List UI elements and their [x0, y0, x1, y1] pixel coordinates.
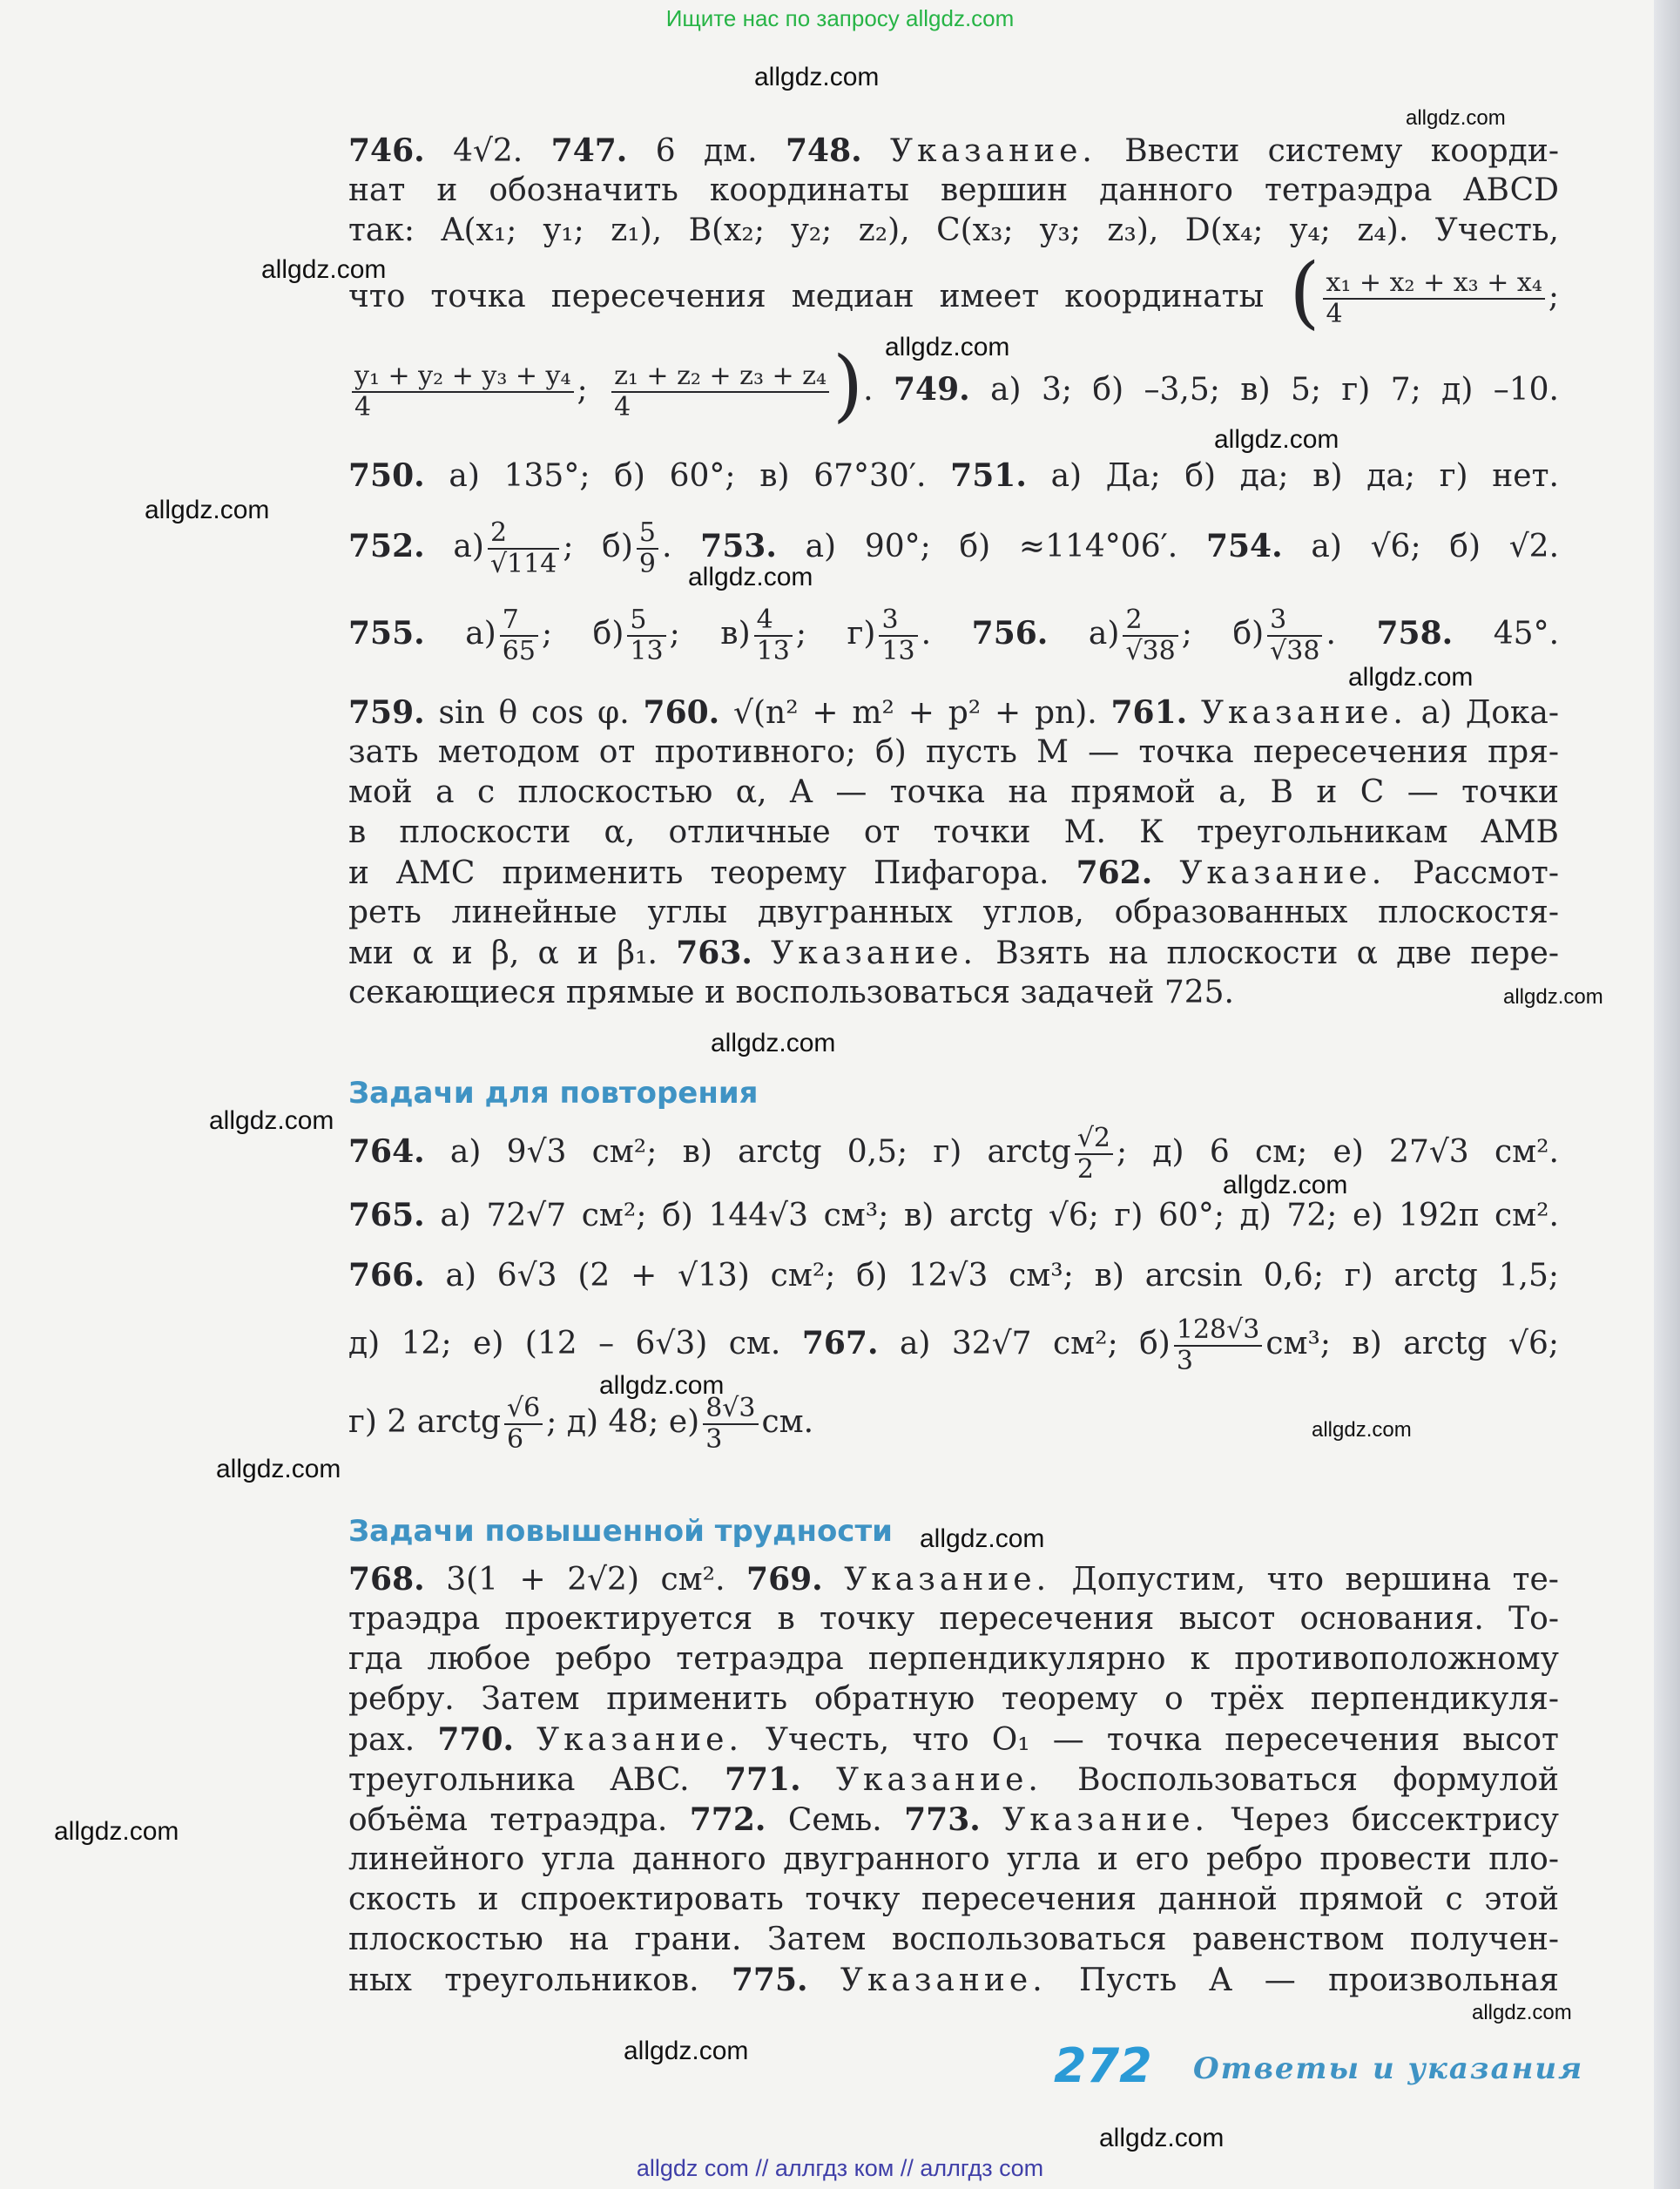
answer-text: а) 72√7 см²; б) 144√3 см³; в) arctg √6; г) 60°; д) 72; е) 192π см². [440, 1198, 1560, 1233]
answer-text: см³; в) arctg √6; [1265, 1326, 1559, 1361]
problem-number: 746. [348, 132, 425, 169]
answer-text: ; д) 48; е) [546, 1404, 700, 1440]
fraction: $\frac{√2}{2}$ [1075, 1124, 1113, 1185]
answer-text: Учесть, что O₁ — точка пересечения высот [766, 1722, 1559, 1758]
answer-text: д) 12; е) (12 – 6√3) см. [348, 1326, 781, 1361]
watermark: allgdz.com [54, 1817, 179, 1846]
line: мой a с плоскостью α, A — точка на прямой a, B и C — точки [348, 774, 1559, 810]
line [348, 1124, 1559, 1185]
problem-number: 758. [1376, 615, 1454, 652]
watermark: allgdz.com [1406, 106, 1506, 130]
line: зать методом от противного; б) пусть M — точка пересечения пря- [348, 734, 1559, 770]
hint-label: Указание. [836, 1762, 1042, 1798]
hint-label: Указание. [771, 936, 977, 971]
answer-text: а) 6√3 (2 + √13) см²; б) 12√3 см³; в) arcsin 0,6; г) arctg 1,5; [445, 1258, 1559, 1294]
line [348, 693, 1559, 733]
hint-label: Указание. [844, 1562, 1051, 1598]
watermark: allgdz.com [1472, 2001, 1572, 2024]
line: 752. а) $\frac{2}{√114}$ ; б) $\frac{5}{9}$ . 753. а) 90°; б) ≈114°06′. 754. а) √6; б) √2. [348, 517, 1560, 579]
problem-number: 773. [904, 1801, 981, 1838]
hint-label: Указание. [1179, 855, 1387, 891]
section-heading: Задачи для повторения [348, 1076, 759, 1111]
answer-text: рах. [348, 1722, 415, 1758]
page-caption: Ответы и указания [1193, 2051, 1584, 2086]
problem-number: 772. [689, 1801, 766, 1838]
problem-number: 763. [676, 935, 752, 971]
answer-text: а) Дока- [1420, 695, 1560, 731]
top-banner[interactable]: Ищите нас по запросу allgdz.com [665, 5, 1015, 31]
fraction: $\frac{4}{13}$ [754, 605, 793, 666]
answer-text: Взять на плоскости α две пере- [995, 936, 1560, 971]
answer-text: Рассмот- [1413, 855, 1559, 891]
watermark: allgdz.com [1503, 985, 1603, 1009]
line: линейного угла данного двугранного угла и его ребро провести пло- [348, 1841, 1559, 1877]
answer-text: √(n² + m² + p² + pn). [733, 695, 1097, 731]
watermark: allgdz.com [920, 1524, 1045, 1553]
hint-label: Указание. [1002, 1802, 1209, 1838]
problem-number: 770. [437, 1721, 515, 1758]
line: нат и обозначить координаты вершин данного тетраэдра ABCD [348, 172, 1559, 208]
answer-text: что точка пересечения медиан имеет координаты [348, 279, 1265, 314]
watermark: allgdz.com [1099, 2124, 1225, 2152]
fraction: $\frac{8√3}{3}$ [703, 1394, 758, 1455]
line [348, 853, 1559, 894]
fraction: $\frac{7}{65}$ [500, 605, 538, 666]
answer-text: а) 9√3 см²; в) arctg 0,5; г) arctg [449, 1134, 1071, 1170]
problem-number: 764. [348, 1133, 425, 1170]
line: 755. а) $\frac{7}{65}$ ; б) $\frac{5}{13}$ ; в) $\frac{4}{13}$ ; г) $\frac{3}{13}$ . 756. а) $\frac{2}{√38}$ ; б) $\frac{3}{√38}$ . 758. 45°. [348, 605, 1560, 666]
answer-text: Семь. [787, 1802, 882, 1838]
answer-text: 4√2. [453, 133, 523, 169]
fraction: $\frac{128√3}{3}$ [1174, 1315, 1262, 1376]
line [348, 1960, 1559, 2001]
watermark: allgdz.com [1348, 663, 1474, 692]
fraction: $\frac{2}{√38}$ [1123, 605, 1177, 666]
line [348, 456, 1559, 497]
line: ребру. Затем применить обратную теорему о трёх перпендикуля- [348, 1681, 1559, 1717]
answer-text: г) 2 arctg [348, 1404, 502, 1440]
answer-text: а) 32√7 см²; б) [899, 1326, 1171, 1361]
watermark: allgdz.com [1214, 425, 1339, 454]
bottom-banner[interactable]: allgdz com // аллгдз ком // аллгдз com [636, 2155, 1044, 2181]
answer-text: ми α и β, α и β₁. [348, 936, 658, 971]
line [348, 1255, 1559, 1296]
problem-number: 750. [348, 457, 425, 494]
hint-label: Указание. [890, 133, 1096, 169]
answer-text: Ввести систему коорди- [1124, 133, 1559, 169]
watermark: allgdz.com [885, 333, 1010, 361]
fraction: $\frac{\text{x₁ + x₂ + x₃ + x₄}}{4}$ [1323, 268, 1544, 329]
problem-number: 753. [700, 528, 777, 564]
watermark: allgdz.com [754, 63, 880, 91]
watermark: allgdz.com [599, 1371, 725, 1400]
line: так: A(x₁; y₁; z₁), B(x₂; y₂; z₂), C(x₃; y₃; z₃), D(x₄; y₄; z₄). Учесть, [348, 213, 1559, 248]
problem-number: 765. [348, 1197, 425, 1233]
page-number: 272 [1054, 2038, 1152, 2093]
problem-number: 768. [348, 1561, 425, 1598]
answer-text: треугольника ABC. [348, 1762, 690, 1798]
line [348, 1760, 1559, 1801]
problem-number: 747. [550, 132, 628, 169]
fraction: $\frac{\text{z₁ + z₂ + z₃ + z₄}}{4}$ [611, 361, 829, 422]
watermark: allgdz.com [209, 1106, 334, 1135]
section-heading: Задачи повышенной трудности [348, 1514, 893, 1549]
problem-number: 762. [1076, 855, 1153, 891]
answer-text: объёма тетраэдра. [348, 1802, 668, 1838]
answer-text: и AMC применить теорему Пифагора. [348, 855, 1049, 891]
problem-number: 761. [1110, 694, 1188, 731]
watermark: allgdz.com [711, 1029, 836, 1057]
line [348, 1800, 1559, 1841]
problem-number: 756. [971, 615, 1049, 652]
line: что точка пересечения медиан имеет координаты ( $\frac{\text{x₁ + x₂ + x₃ + x₄}}{4}$ ; [348, 247, 1560, 338]
line [348, 131, 1559, 172]
paren: ) [833, 340, 864, 431]
line: реть линейные углы двугранных углов, образованных плоскостя- [348, 895, 1559, 930]
fraction: $\frac{5}{9}$ [637, 518, 658, 579]
watermark: allgdz.com [688, 563, 813, 591]
line [348, 1394, 1559, 1455]
line: гда любое ребро тетраэдра перпендикулярно к противоположному [348, 1641, 1559, 1677]
line: в плоскости α, отличные от точки M. К треугольникам AMB [348, 814, 1559, 850]
answer-text: Воспользоваться формулой [1077, 1762, 1559, 1798]
watermark: allgdz.com [624, 2037, 749, 2065]
problem-number: 767. [801, 1325, 879, 1361]
line: траэдра проектируется в точку пересечения высот основания. То- [348, 1601, 1559, 1637]
watermark: allgdz.com [1223, 1171, 1348, 1199]
problem-number: 752. [348, 528, 425, 564]
line: секающиеся прямые и воспользоваться задачей 725. [348, 975, 1234, 1010]
line [348, 933, 1559, 974]
answer-text: а) 3; б) –3,5; в) 5; г) 7; д) –10. [990, 372, 1560, 408]
problem-number: 775. [731, 1962, 808, 1998]
answer-text: ; д) 6 см; е) 27√3 см². [1117, 1134, 1559, 1170]
answer-text: 3(1 + 2√2) см². [446, 1562, 725, 1598]
watermark: allgdz.com [261, 255, 387, 284]
line [348, 1315, 1559, 1376]
paren: ( [1289, 247, 1320, 338]
answer-text: ных треугольников. [348, 1963, 699, 1998]
fraction: $\frac{3}{13}$ [879, 605, 917, 666]
watermark: allgdz.com [216, 1455, 341, 1483]
fraction: $\frac{\text{y₁ + y₂ + y₃ + y₄}}{4}$ [352, 361, 574, 422]
hint-label: Указание. [840, 1963, 1047, 1998]
line: плоскостью на грани. Затем воспользоваться равенством получен- [348, 1922, 1559, 1957]
line [348, 1559, 1559, 1600]
problem-number: 751. [950, 457, 1027, 494]
problem-number: 766. [348, 1257, 425, 1294]
page-edge [1654, 0, 1680, 2189]
problem-number: 749. [894, 371, 970, 408]
fraction: $\frac{√6}{6}$ [504, 1394, 543, 1455]
fraction: $\frac{2}{√114}$ [488, 518, 559, 579]
answer-text: а) 90°; б) ≈114°06′. [805, 529, 1178, 564]
fraction: $\frac{5}{13}$ [627, 605, 665, 666]
watermark: allgdz.com [145, 496, 270, 524]
fraction: $\frac{3}{√38}$ [1267, 605, 1322, 666]
hint-label: Указание. [1201, 695, 1407, 731]
line [348, 1719, 1559, 1760]
problem-number: 769. [746, 1561, 823, 1598]
problem-number: 760. [643, 694, 720, 731]
problem-number: 755. [348, 615, 425, 652]
line [348, 1195, 1559, 1236]
problem-number: 771. [724, 1761, 801, 1798]
problem-number: 754. [1205, 528, 1283, 564]
answer-text: 6 дм. [655, 133, 758, 169]
answer-text: см. [761, 1404, 814, 1440]
answer-text: Допустим, что вершина те- [1071, 1562, 1559, 1598]
answer-text: а) √6; б) √2. [1311, 529, 1560, 564]
answer-text: Через биссектрису [1231, 1802, 1559, 1838]
problem-number: 759. [348, 694, 425, 731]
answer-text: Пусть A — произвольная [1078, 1963, 1559, 1998]
line: скость и спроектировать точку пересечения данной прямой с этой [348, 1882, 1559, 1917]
answer-text: sin θ cos φ. [438, 695, 630, 731]
line: $\frac{\text{y₁ + y₂ + y₃ + y₄}}{4}$ ; $\frac{\text{z₁ + z₂ + z₃ + z₄}}{4}$ ). 749. а) 3; б) –3,5; в) 5; г) 7; д) –10. [348, 361, 1559, 422]
answer-text: а) Да; б) да; в) да; г) нет. [1050, 458, 1559, 494]
watermark: allgdz.com [1312, 1418, 1412, 1442]
hint-label: Указание. [536, 1722, 743, 1758]
problem-number: 748. [785, 132, 862, 169]
answer-text: а) 135°; б) 60°; в) 67°30′. [449, 458, 927, 494]
answer-text: 45°. [1493, 616, 1560, 652]
